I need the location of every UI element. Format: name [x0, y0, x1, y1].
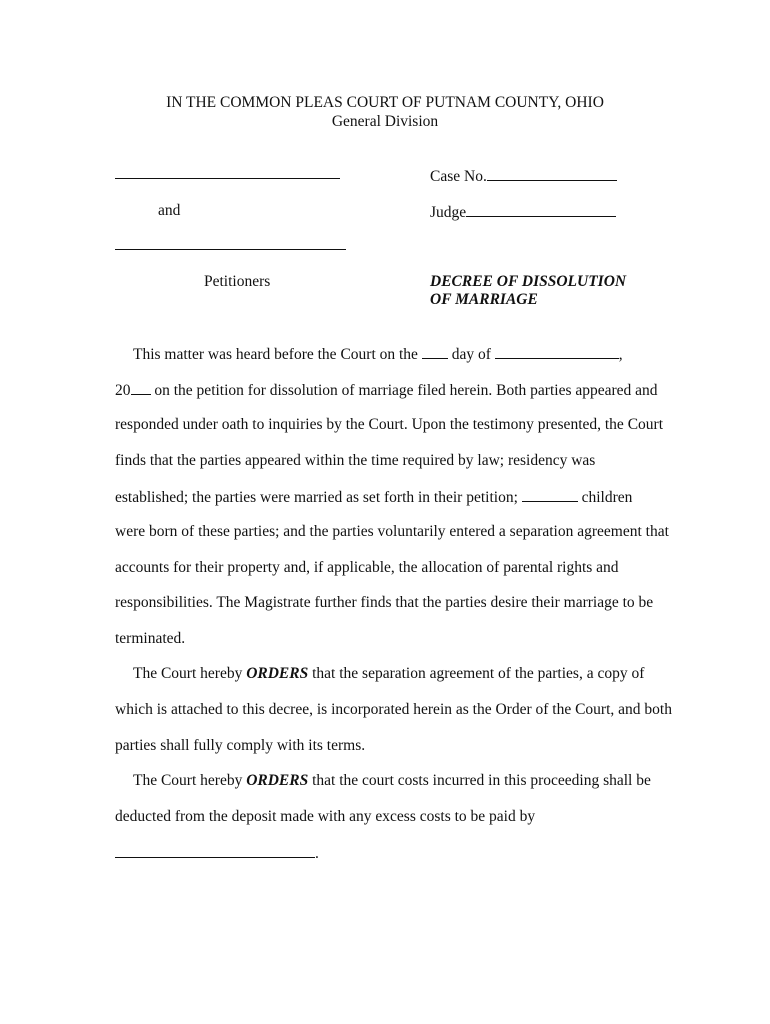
decree-title-line2: OF MARRIAGE	[430, 291, 538, 308]
paragraph-text: day of	[451, 346, 491, 363]
paragraph-1-line-5	[115, 487, 632, 507]
paragraph-text: that the separation agreement of the parties, a copy of	[312, 665, 645, 682]
orders-emphasis: ORDERS	[246, 665, 309, 682]
paragraph-2-line-1	[133, 665, 644, 683]
costs-payer-blank[interactable]	[115, 843, 315, 858]
paragraph-text: This matter was heard before the Court on the	[133, 346, 418, 363]
paragraph-1-line-7: accounts for their property and, if applicable, the allocation of parental rights and	[115, 559, 619, 576]
hearing-year-blank[interactable]	[131, 380, 151, 395]
paragraph-1-line-8: responsibilities. The Magistrate further finds that the parties desire their marriage to be	[115, 594, 654, 611]
and-label: and	[158, 202, 181, 219]
paragraph-text: established; the parties were married as set forth in their petition;	[115, 489, 518, 506]
paragraph-text: The Court hereby	[133, 665, 243, 682]
paragraph-text: children	[581, 489, 633, 506]
case-number-field	[430, 166, 617, 186]
paragraph-text: that the court costs incurred in this proceeding shall be	[312, 772, 651, 789]
paragraph-text: .	[315, 845, 319, 862]
petitioners-label: Petitioners	[204, 273, 271, 290]
petitioner-1-name-blank[interactable]	[115, 178, 340, 179]
orders-emphasis: ORDERS	[246, 772, 309, 789]
paragraph-3-line-2: deducted from the deposit made with any excess costs to be paid by	[115, 808, 536, 825]
paragraph-1-line-4: finds that the parties appeared within the time required by law; residency was	[115, 452, 596, 469]
paragraph-3-line-1	[133, 772, 651, 790]
case-number-blank[interactable]	[487, 166, 617, 181]
hearing-month-blank[interactable]	[495, 344, 619, 359]
petitioner-2-name-blank[interactable]	[115, 249, 346, 250]
paragraph-1-line-6: were born of these parties; and the parties voluntarily entered a separation agreement that	[115, 523, 669, 540]
hearing-day-blank[interactable]	[422, 344, 448, 359]
division-heading: General Division	[331, 113, 439, 130]
paragraph-text: 20	[115, 382, 131, 399]
paragraph-1-line-1	[133, 344, 623, 364]
paragraph-1-line-9: terminated.	[115, 630, 186, 647]
court-heading: IN THE COMMON PLEAS COURT OF PUTNAM COUNTY, OHIO	[166, 94, 604, 111]
paragraph-text: ,	[618, 346, 623, 363]
judge-field	[430, 202, 616, 222]
decree-title-line1: DECREE OF DISSOLUTION	[430, 273, 627, 290]
paragraph-1-line-3: responded under oath to inquiries by the Court. Upon the testimony presented, the Court	[115, 416, 663, 433]
paragraph-1-line-2	[115, 380, 658, 400]
paragraph-text: The Court hereby	[133, 772, 243, 789]
judge-blank[interactable]	[466, 202, 616, 217]
judge-label: Judge	[430, 204, 467, 221]
case-number-label: Case No.	[430, 168, 487, 185]
paragraph-text: on the petition for dissolution of marriage filed herein. Both parties appeared and	[154, 382, 658, 399]
children-count-blank[interactable]	[522, 487, 578, 502]
paragraph-2-line-2: which is attached to this decree, is incorporated herein as the Order of the Court, and both	[115, 701, 672, 718]
paragraph-2-line-3: parties shall fully comply with its terms.	[115, 737, 366, 754]
paragraph-3-line-3	[115, 843, 319, 863]
